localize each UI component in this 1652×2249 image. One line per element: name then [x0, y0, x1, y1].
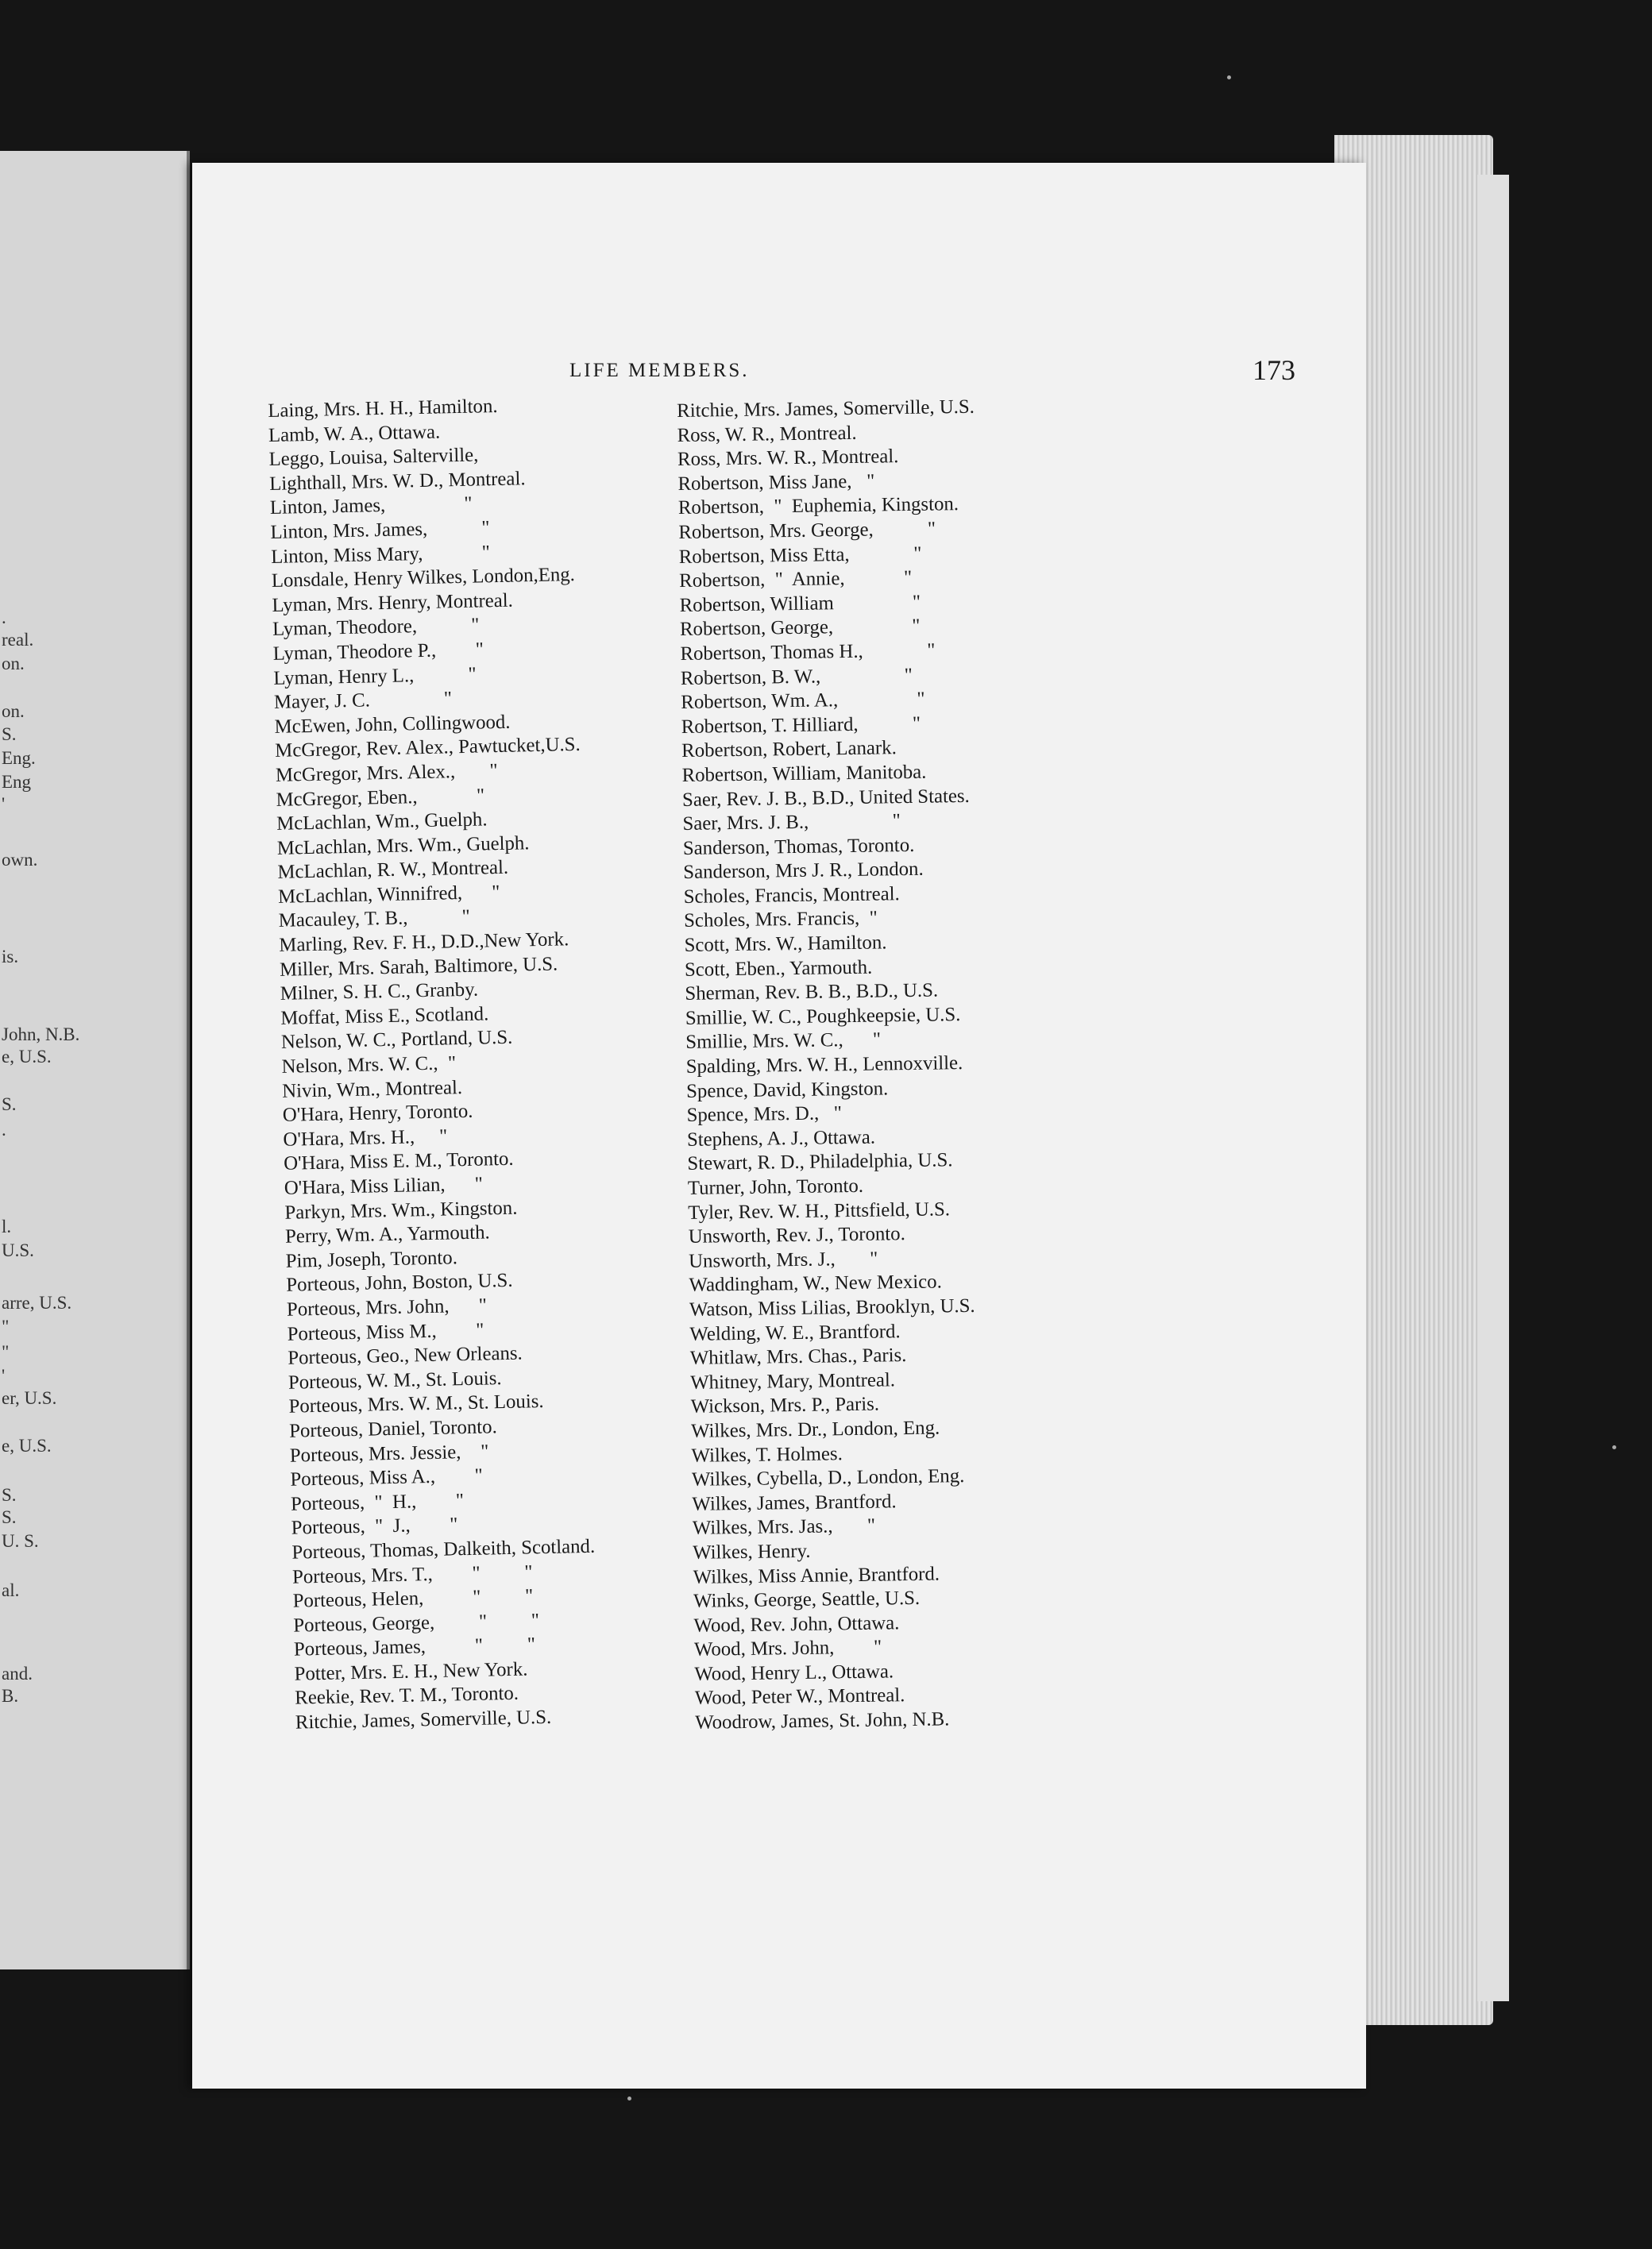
member-entry: McEwen, John, Collingwood. — [274, 711, 511, 738]
member-entry: Parkyn, Mrs. Wm., Kingston. — [284, 1197, 518, 1224]
member-entry: Wood, Henry L., Ottawa. — [694, 1661, 894, 1685]
member-entry: Mayer, J. C. " — [273, 688, 453, 714]
member-entry: Porteous, W. M., St. Louis. — [288, 1367, 502, 1394]
member-entry: Wilkes, Mrs. Dr., London, Eng. — [690, 1417, 940, 1442]
member-entry: Robertson, Miss Etta, " — [678, 542, 922, 568]
member-entry: Porteous, Helen, " " — [292, 1585, 534, 1612]
member-entry: Sanderson, Mrs J. R., London. — [683, 858, 924, 884]
member-entry: Wilkes, T. Holmes. — [691, 1442, 843, 1467]
member-entry: Spence, Mrs. D., " — [686, 1102, 843, 1127]
member-entry: Ross, W. R., Montreal. — [677, 422, 857, 446]
member-entry: Waddingham, W., New Mexico. — [689, 1271, 942, 1297]
member-entry: Wilkes, Henry. — [693, 1540, 811, 1564]
member-entry: Robertson, George, " — [679, 615, 921, 641]
left-page-fragment: S. — [2, 1485, 17, 1505]
member-entry: Robertson, " Annie, " — [679, 567, 913, 592]
left-page-fragment: is. — [2, 947, 19, 966]
member-entry: Ross, Mrs. W. R., Montreal. — [677, 446, 899, 471]
member-entry: Lonsdale, Henry Wilkes, London,Eng. — [271, 564, 576, 592]
member-entry: Porteous, Daniel, Toronto. — [288, 1416, 498, 1442]
left-page-fragment: U. S. — [2, 1531, 39, 1551]
member-entry: Moffat, Miss E., Scotland. — [280, 1003, 489, 1029]
member-entry: McLachlan, Wm., Guelph. — [276, 808, 488, 835]
member-entry: Robertson, Mrs. George, " — [678, 518, 936, 543]
member-entry: Whitney, Mary, Montreal. — [690, 1369, 896, 1394]
member-entry: Ritchie, Mrs. James, Somerville, U.S. — [677, 395, 975, 422]
member-entry: Robertson, Thomas H., " — [680, 639, 936, 665]
member-entry: Marling, Rev. F. H., D.D.,New York. — [279, 928, 569, 956]
member-entry: O'Hara, Mrs. H., " — [283, 1125, 448, 1151]
left-page — [0, 151, 190, 1969]
left-page-fragment: Eng. — [2, 748, 36, 768]
member-entry: Wilkes, Cybella, D., London, Eng. — [691, 1465, 965, 1491]
member-entry: Pim, Joseph, Toronto. — [285, 1247, 458, 1272]
member-entry: O'Hara, Miss E. M., Toronto. — [283, 1148, 514, 1175]
member-entry: McLachlan, R. W., Montreal. — [277, 857, 509, 884]
running-head: LIFE MEMBERS. — [569, 360, 750, 381]
member-entry: Porteous, George, " " — [293, 1609, 540, 1637]
left-page-fragment: Eng — [2, 772, 32, 792]
member-entry: Porteous, Thomas, Dalkeith, Scotland. — [291, 1535, 596, 1564]
member-entry: Sherman, Rev. B. B., B.D., U.S. — [685, 979, 939, 1005]
member-entry: Scott, Mrs. W., Hamilton. — [684, 932, 887, 956]
member-entry: Porteous, Miss M., " — [287, 1319, 484, 1345]
left-page-fragment: . — [2, 1120, 6, 1140]
member-entry: Miller, Mrs. Sarah, Baltimore, U.S. — [279, 953, 558, 981]
left-page-fragment: on. — [2, 654, 25, 673]
member-entry: Unsworth, Rev. J., Toronto. — [688, 1223, 905, 1248]
left-page-fragment: . — [2, 608, 6, 627]
left-page-fragment: S. — [2, 1094, 17, 1114]
member-entry: Porteous, Mrs. T., " " — [291, 1560, 533, 1588]
member-entry: Robertson, B. W., " — [680, 664, 913, 689]
member-entry: Winks, George, Seattle, U.S. — [693, 1587, 921, 1612]
member-entry: Stephens, A. J., Ottawa. — [686, 1126, 876, 1151]
dust-speck — [627, 2097, 631, 2100]
member-entry: Wilkes, Mrs. Jas., " — [692, 1514, 876, 1540]
member-entry: Leggo, Louisa, Salterville, — [268, 444, 479, 471]
member-entry: Porteous, James, " " — [293, 1634, 536, 1661]
member-entry: Porteous, " H., " — [290, 1489, 465, 1515]
left-page-fragment: on. — [2, 701, 25, 721]
member-entry: Ritchie, James, Somerville, U.S. — [295, 1706, 552, 1734]
member-entry: Whitlaw, Mrs. Chas., Paris. — [689, 1344, 907, 1370]
member-entry: Laing, Mrs. H. H., Hamilton. — [268, 395, 498, 422]
member-entry: O'Hara, Miss Lilian, " — [284, 1173, 484, 1199]
member-entry: Turner, John, Toronto. — [687, 1175, 864, 1199]
member-entry: Saer, Mrs. J. B., " — [682, 810, 901, 835]
member-entry: Unsworth, Mrs. J., " — [688, 1248, 878, 1272]
left-page-fragment: S. — [2, 1507, 17, 1527]
member-entry: Wood, Mrs. John, " — [693, 1636, 882, 1661]
member-entry: Watson, Miss Lilias, Brooklyn, U.S. — [689, 1294, 975, 1321]
member-entry: Porteous, John, Boston, U.S. — [286, 1270, 513, 1297]
member-entry: Wilkes, James, Brantford. — [692, 1490, 897, 1515]
member-entry: Lyman, Henry L., " — [273, 663, 477, 689]
left-page-fragment: and. — [2, 1664, 33, 1684]
member-entry: Porteous, Geo., New Orleans. — [288, 1342, 523, 1369]
member-entry: Lighthall, Mrs. W. D., Montreal. — [268, 468, 526, 495]
left-page-fragment: l. — [2, 1217, 12, 1236]
member-entry: Robertson, T. Hilliard, " — [681, 712, 921, 738]
member-entry: McGregor, Mrs. Alex., " — [275, 759, 498, 786]
left-page-fragment: B. — [2, 1686, 19, 1706]
left-page-fragment: e, U.S. — [2, 1047, 52, 1067]
member-entry: McLachlan, Mrs. Wm., Guelph. — [276, 831, 530, 859]
member-entry: Spence, David, Kingston. — [685, 1077, 889, 1102]
dust-speck — [1612, 1445, 1616, 1449]
member-entry: Robertson, " Euphemia, Kingston. — [677, 493, 959, 519]
member-entry: Porteous, Mrs. Jessie, " — [289, 1440, 489, 1467]
member-entry: Wilkes, Miss Annie, Brantford. — [693, 1563, 940, 1588]
dust-speck — [1227, 75, 1231, 79]
member-entry: Linton, James, " — [269, 493, 473, 519]
member-entry: McGregor, Eben., " — [276, 784, 485, 811]
left-page-fragment: arre, U.S. — [2, 1293, 72, 1313]
member-entry: Welding, W. E., Brantford. — [689, 1320, 901, 1345]
member-entry: Potter, Mrs. E. H., New York. — [294, 1658, 528, 1685]
member-entry: Scholes, Francis, Montreal. — [683, 883, 900, 908]
left-page-fragment: " — [2, 1317, 10, 1337]
left-page-fragment: John, N.B. — [2, 1024, 80, 1044]
member-entry: Stewart, R. D., Philadelphia, U.S. — [687, 1149, 953, 1175]
member-entry: Lyman, Theodore P., " — [272, 638, 484, 665]
member-entry: Porteous, Mrs. John, " — [286, 1294, 488, 1321]
member-entry: Wood, Rev. John, Ottawa. — [693, 1611, 900, 1637]
member-entry: Porteous, Miss A., " — [290, 1464, 484, 1491]
member-entry: Scholes, Mrs. Francis, " — [683, 908, 878, 932]
member-entry: Nelson, W. C., Portland, U.S. — [280, 1027, 513, 1054]
member-entry: McGregor, Rev. Alex., Pawtucket,U.S. — [274, 734, 581, 762]
left-page-fragment: real. — [2, 630, 34, 650]
member-entry: Lyman, Theodore, " — [272, 614, 480, 641]
page-edge-strip — [1477, 175, 1509, 2001]
left-page-fragment: al. — [2, 1580, 20, 1600]
member-entry: Linton, Miss Mary, " — [270, 541, 491, 568]
members-column-left — [268, 393, 601, 1735]
member-entry: Smillie, W. C., Poughkeepsie, U.S. — [685, 1003, 961, 1029]
member-entry: Tyler, Rev. W. H., Pittsfield, U.S. — [688, 1198, 951, 1224]
member-entry: Perry, Wm. A., Yarmouth. — [284, 1221, 490, 1248]
member-entry: Saer, Rev. J. B., B.D., United States. — [681, 785, 970, 811]
member-entry: O'Hara, Henry, Toronto. — [282, 1101, 473, 1127]
member-entry: Porteous, " J., " — [291, 1514, 458, 1539]
left-page-fragment: ' — [2, 794, 6, 814]
main-page — [192, 163, 1366, 2089]
member-entry: McLachlan, Winnifred, " — [277, 881, 500, 908]
member-entry: Robertson, William " — [679, 591, 921, 616]
left-page-fragment: S. — [2, 724, 17, 744]
left-page-fragment: " — [2, 1342, 10, 1362]
member-entry: Lyman, Mrs. Henry, Montreal. — [272, 589, 514, 616]
member-entry: Reekie, Rev. T. M., Toronto. — [294, 1683, 519, 1710]
member-entry: Smillie, Mrs. W. C., " — [685, 1028, 882, 1054]
members-column-right — [677, 395, 993, 1736]
left-page-fragment: own. — [2, 850, 38, 870]
member-entry: Nelson, Mrs. W. C., " — [281, 1052, 457, 1078]
left-page-fragment: er, U.S. — [2, 1388, 57, 1408]
member-entry: Linton, Mrs. James, " — [270, 517, 490, 543]
left-page-fragment: e, U.S. — [2, 1436, 52, 1456]
member-entry: Robertson, Miss Jane, " — [677, 470, 875, 495]
member-entry: Sanderson, Thomas, Toronto. — [682, 834, 915, 859]
left-page-fragment: U.S. — [2, 1240, 34, 1260]
member-entry: Milner, S. H. C., Granby. — [280, 978, 479, 1005]
member-entry: Nivin, Wm., Montreal. — [281, 1076, 463, 1102]
member-entry: Spalding, Mrs. W. H., Lennoxville. — [685, 1052, 963, 1078]
member-entry: Robertson, Wm. A., " — [681, 688, 925, 714]
member-entry: Wickson, Mrs. P., Paris. — [690, 1393, 880, 1418]
page-number: 173 — [1253, 354, 1295, 386]
member-entry: Robertson, Robert, Lanark. — [681, 737, 897, 762]
member-entry: Lamb, W. A., Ottawa. — [268, 421, 441, 446]
member-entry: Macauley, T. B., " — [278, 906, 471, 932]
left-page-fragment: ' — [2, 1366, 6, 1386]
member-entry: Woodrow, James, St. John, N.B. — [695, 1708, 950, 1734]
member-entry: Wood, Peter W., Montreal. — [694, 1684, 905, 1710]
member-entry: Scott, Eben., Yarmouth. — [684, 956, 873, 981]
member-entry: Porteous, Mrs. W. M., St. Louis. — [288, 1391, 544, 1418]
member-entry: Robertson, William, Manitoba. — [681, 761, 927, 786]
